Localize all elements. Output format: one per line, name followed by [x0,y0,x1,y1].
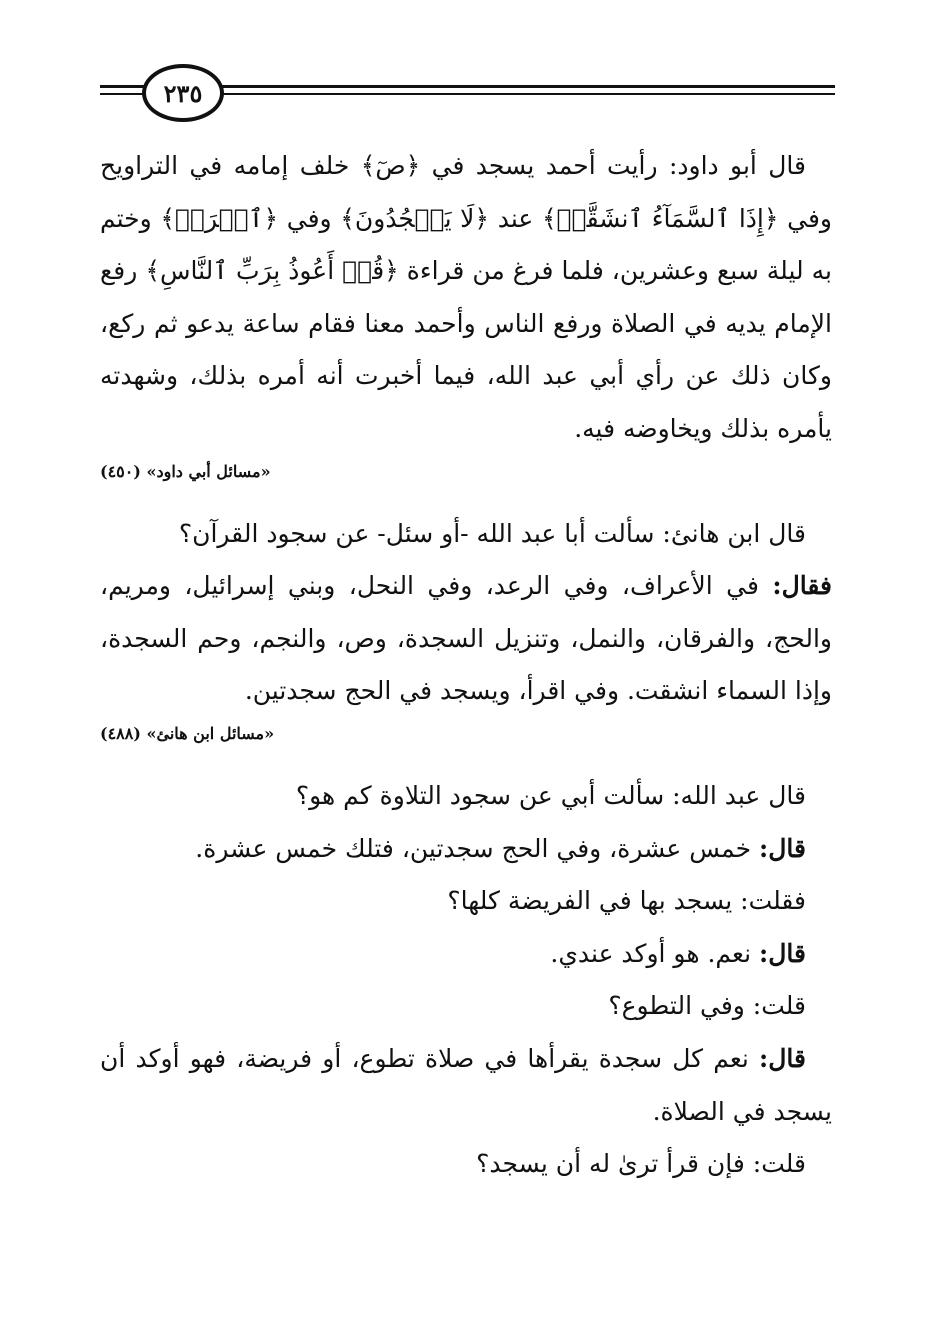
answer-label: فقال: [772,571,832,601]
dialogue-text: نعم كل سجدة يقرأها في صلاة تطوع، أو فريضة، فهو أوكد أن يسجد في الصلاة. [100,1043,832,1126]
dialogue-line [100,770,832,823]
citation-text: «مسائل أبي داود» (٤٥٠) [100,461,271,481]
paragraph-ibn-hani-question: قال ابن هانئ: سألت أبا عبد الله -أو سئل- عن سجود القرآن؟ [178,518,806,548]
page-header [100,62,835,122]
paragraph-ibn-hani-answer [100,560,832,718]
header-rule-right-bottom [220,93,835,95]
answer-text: في الأعراف، وفي الرعد، وفي النحل، وبني إسرائيل، ومريم، والحج، والفرقان، والنمل، وتنزيل السجدة، وص، والنجم، وحم السجدة، وإذا السماء انشقت. وفي اقرأ، ويسجد في الحج سجدتين. [100,571,832,706]
page-number: ٢٣٥ [142,64,224,122]
dialogue-text: فقلت: يسجد بها في الفريضة كلها؟ [447,886,806,916]
dialogue-label: قال: [759,1043,806,1073]
dialogue-line [100,1033,832,1138]
dialogue-line [100,980,832,1033]
dialogue-text: قلت: وفي التطوع؟ [608,991,806,1021]
dialogue-line [100,928,832,981]
dialogue-text: خمس عشرة، وفي الحج سجدتين، فتلك خمس عشرة. [195,833,760,863]
dialogue-label: قال: [759,833,806,863]
header-rule-right-top [220,85,835,88]
dialogue-label: قال: [759,938,806,968]
paragraph-abu-dawud: قال أبو داود: رأيت أحمد يسجد في ﴿صٓ﴾ خلف إمامه في التراويح وفي ﴿إِذَا ٱلسَّمَآءُ ٱنشَقَّتۡ﴾ عند ﴿لَا يَسۡجُدُونَ﴾ وفي ﴿ٱقۡرَأۡ﴾ وختم به ليلة سبع وعشرين، فلما فرغ من قراءة ﴿قُلۡ أَعُوذُ بِرَبِّ ٱلنَّاسِ﴾ رفع الإمام يديه في الصلاة ورفع الناس وأحمد معنا فقام ساعة يدعو ثم ركع، وكان ذلك عن رأي أبي عبد الله، فيما أخبرت أنه أمره بذلك، وشهدته يأمره بذلك ويخاوضه فيه. [100,151,832,443]
page-body [100,140,832,1191]
dialogue-line [100,823,832,876]
citation-ibn-hani [100,724,832,744]
dialogue-text: قال عبد الله: سألت أبي عن سجود التلاوة كم هو؟ [295,780,806,810]
citation-text: «مسائل ابن هانئ» (٤٨٨) [100,723,275,743]
citation-abu-dawud [100,462,832,482]
dialogue-line [100,1138,832,1191]
dialogue-text: قلت: فإن قرأ ترىٰ له أن يسجد؟ [476,1149,806,1179]
dialogue-line [100,875,832,928]
dialogue-text: نعم. هو أوكد عندي. [550,938,760,968]
